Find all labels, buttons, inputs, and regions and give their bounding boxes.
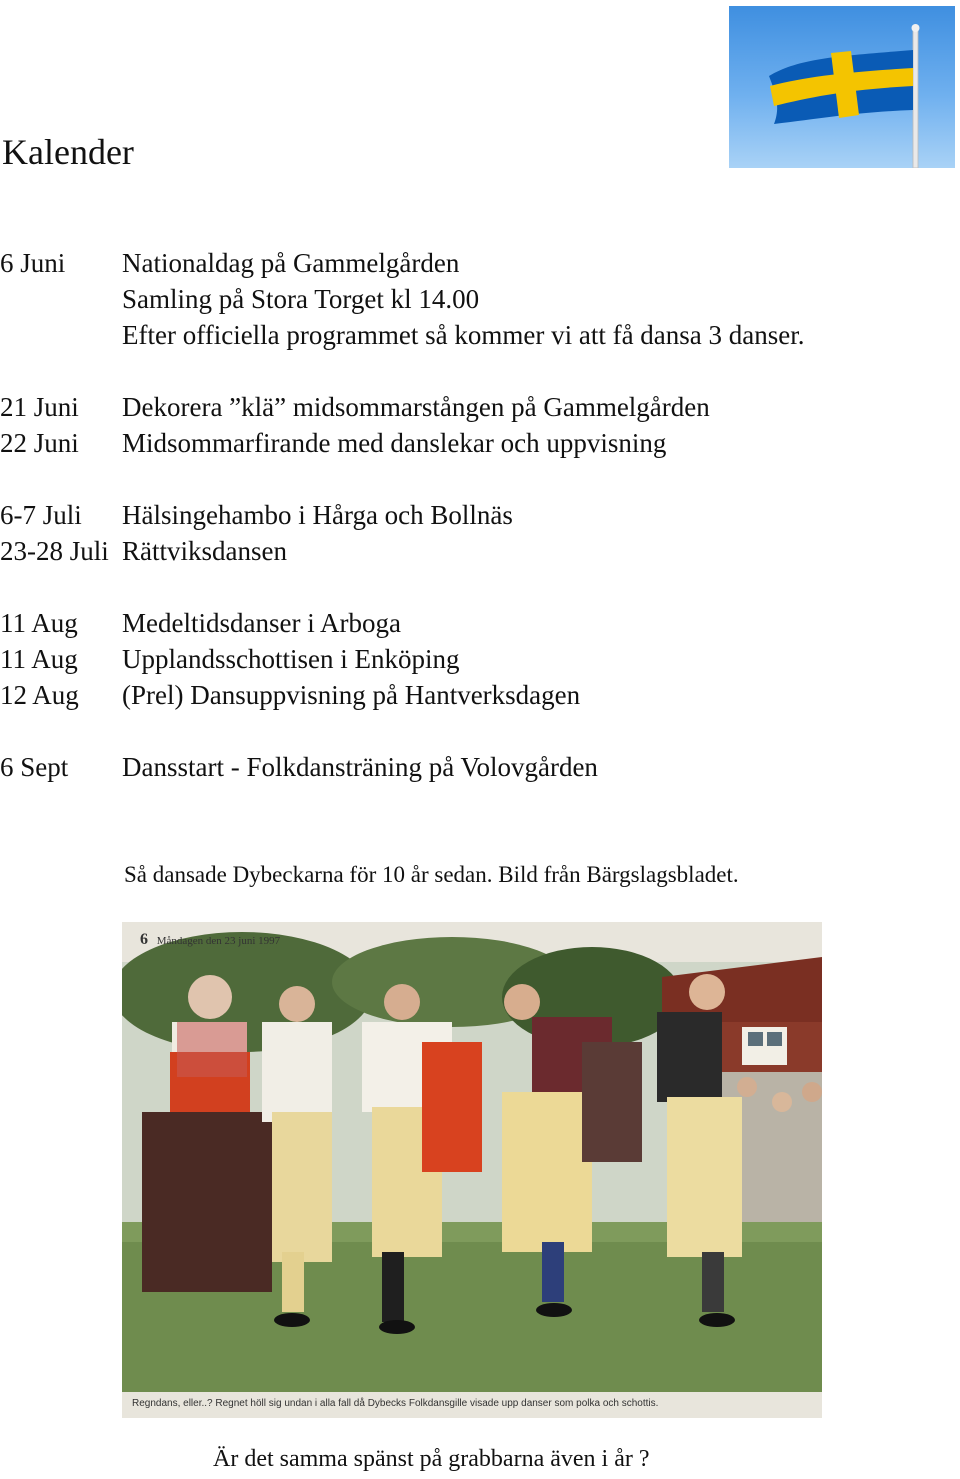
event-description <box>122 389 710 425</box>
event-date: 23-28 Juli <box>0 536 109 566</box>
photo-caption: Så dansade Dybeckarna för 10 år sedan. Bild från Bärgslagsbladet. <box>124 862 739 887</box>
event-description <box>122 425 666 461</box>
newspaper-photo-caption: Regndans, eller..? Regnet höll sig undan i alla fall då Dybecks Folkdansgille visade upp danser som polka och schottis. <box>122 1392 822 1418</box>
event-description <box>122 605 401 641</box>
event-line: Upplandsschottisen i Enköping <box>122 644 460 674</box>
event-line: (Prel) Dansuppvisning på Hantverksdagen <box>122 680 581 710</box>
event-description <box>122 497 513 533</box>
event-line: Rättviksdansen <box>122 536 287 566</box>
event-date: 11 Aug <box>0 644 78 674</box>
closing-question: Är det samma spänst på grabbarna även i år ? <box>213 1446 650 1472</box>
newspaper-date: Måndagen den 23 juni 1997 <box>156 935 281 947</box>
event-line: Efter officiella programmet så kommer vi att få dansa 3 danser. <box>122 320 805 350</box>
event-line: Medeltidsdanser i Arboga <box>122 608 401 638</box>
event-description <box>122 533 287 569</box>
event-date: 12 Aug <box>0 680 79 710</box>
event-line: Hälsingehambo i Hårga och Bollnäs <box>122 500 513 530</box>
event-date: 6-7 Juli <box>0 500 82 530</box>
event-line: Midsommarfirande med danslekar och uppvisning <box>122 428 667 458</box>
event-description <box>122 677 580 713</box>
event-description <box>122 641 459 677</box>
event-description <box>122 749 598 785</box>
event-line: Samling på Stora Torget kl 14.00 <box>122 284 480 314</box>
folk-dance-photo <box>122 922 822 1418</box>
event-date: 22 Juni <box>0 428 79 458</box>
event-date: 6 Juni <box>0 248 66 278</box>
event-line: Dekorera ”klä” midsommarstången på Gammelgården <box>122 392 710 422</box>
swedish-flag-image <box>729 6 955 168</box>
event-date: 6 Sept <box>0 752 69 782</box>
event-description <box>122 245 805 353</box>
page-title: Kalender <box>2 132 134 172</box>
newspaper-header <box>140 931 280 949</box>
event-date: 21 Juni <box>0 392 79 422</box>
event-date: 11 Aug <box>0 608 78 638</box>
event-line: Dansstart - Folkdansträning på Volovgården <box>122 752 598 782</box>
event-line: Nationaldag på Gammelgården <box>122 248 460 278</box>
newspaper-page-number: 6 <box>140 931 148 948</box>
